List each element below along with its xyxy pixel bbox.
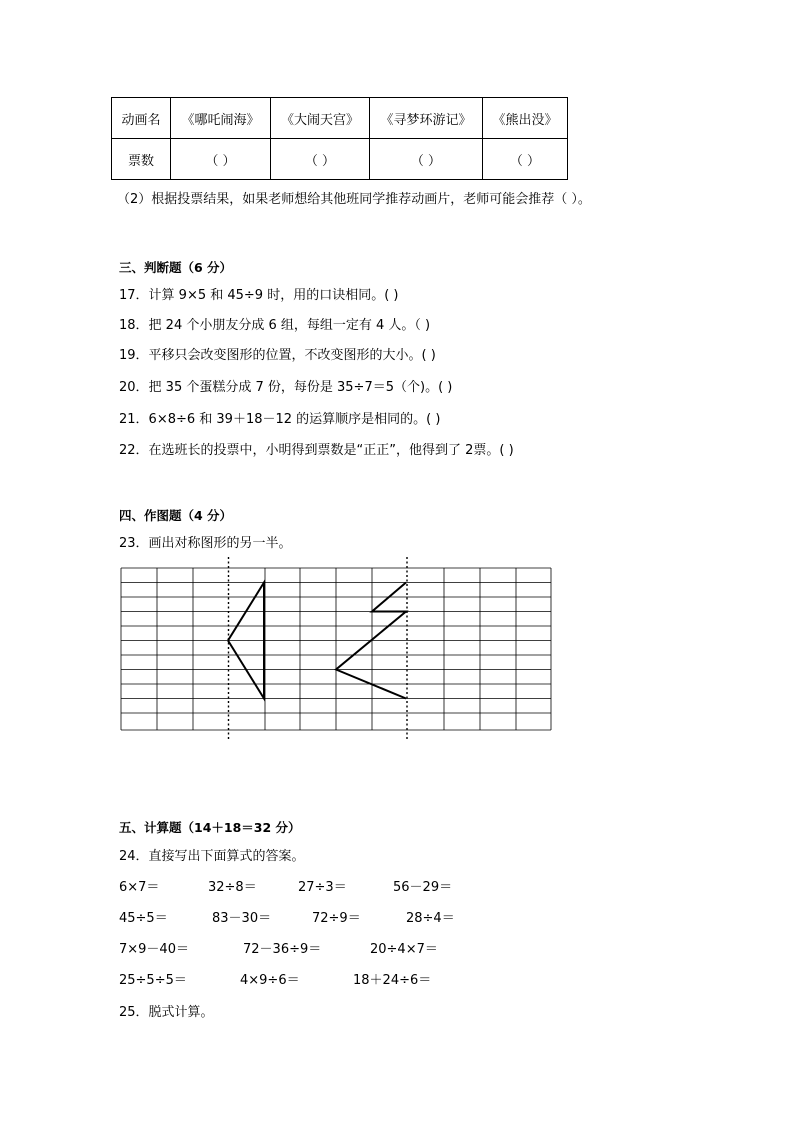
question-22: 22．在选班长的投票中，小明得到票数是“正正”，他得到了 2票。( )	[119, 443, 514, 458]
calc-item: 4×9÷6＝	[240, 973, 300, 988]
table-header-cell: 《寻梦环游记》	[370, 98, 483, 139]
question-19: 19．平移只会改变图形的位置，不改变图形的大小。( )	[119, 348, 436, 363]
calc-item: 28÷4＝	[406, 911, 455, 926]
question-23: 23．画出对称图形的另一半。	[119, 536, 292, 551]
calc-item: 72－36÷9＝	[243, 942, 322, 957]
table-cell: 票数	[112, 139, 171, 180]
table-header-cell: 《大闹天宫》	[271, 98, 370, 139]
calc-item: 20÷4×7＝	[370, 942, 438, 957]
answer-blank[interactable]: （ ）	[370, 139, 483, 180]
section-heading: 四、作图题（4 分）	[119, 508, 233, 523]
calc-item: 32÷8＝	[208, 880, 257, 895]
calc-item: 7×9－40＝	[119, 942, 189, 957]
table-header-cell: 动画名	[112, 98, 171, 139]
table-header-cell: 《熊出没》	[483, 98, 568, 139]
question-25: 25．脱式计算。	[119, 1005, 214, 1020]
calc-item: 45÷5＝	[119, 911, 168, 926]
calc-item: 83－30＝	[212, 911, 272, 926]
answer-blank[interactable]: （ ）	[271, 139, 370, 180]
calc-item: 18＋24÷6＝	[353, 973, 432, 988]
grid-lines	[121, 568, 551, 730]
question-17: 17．计算 9×5 和 45÷9 时，用的口诀相同。( )	[119, 288, 399, 303]
calc-item: 27÷3＝	[298, 880, 347, 895]
question-16-2: （2）根据投票结果，如果老师想给其他班同学推荐动画片，老师可能会推荐（ ）。	[117, 192, 591, 207]
calc-item: 6×7＝	[119, 880, 160, 895]
table-header-cell: 《哪吒闹海》	[171, 98, 271, 139]
question-24: 24．直接写出下面算式的答案。	[119, 849, 305, 864]
answer-blank[interactable]: （ ）	[171, 139, 271, 180]
question-21: 21．6×8÷6 和 39＋18－12 的运算顺序是相同的。( )	[119, 412, 441, 427]
section-heading: 五、计算题（14＋18＝32 分）	[119, 820, 301, 835]
calc-item: 72÷9＝	[312, 911, 361, 926]
answer-blank[interactable]: （ ）	[483, 139, 568, 180]
question-18: 18．把 24 个小朋友分成 6 组，每组一定有 4 人。（ )	[119, 318, 431, 333]
calc-item: 56－29＝	[393, 880, 453, 895]
section-heading: 三、判断题（6 分）	[119, 260, 233, 275]
question-20: 20．把 35 个蛋糕分成 7 份，每份是 35÷7＝5（个)。( )	[119, 380, 453, 395]
calc-item: 25÷5÷5＝	[119, 973, 187, 988]
